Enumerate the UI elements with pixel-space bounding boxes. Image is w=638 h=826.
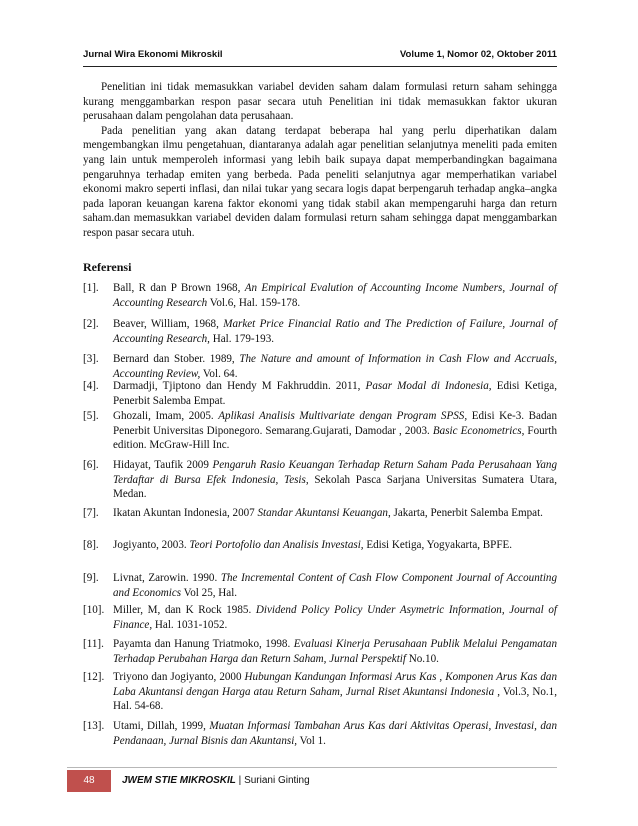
reference-item: [10]. Miller, M, dan K Rock 1985. Dividend Policy Policy Under Asymetric Information, Journal of Finance, Hal. 1031-1052.	[83, 604, 557, 631]
body-text	[83, 80, 557, 241]
footer-journal: JWEM STIE MIKROSKIL	[122, 775, 236, 786]
footer-author: Suriani Ginting	[244, 775, 310, 786]
reference-number: [7].	[83, 507, 99, 519]
reference-number: [9].	[83, 572, 99, 584]
header-journal-title: Jurnal Wira Ekonomi Mikroskil	[83, 49, 223, 60]
footer-credit	[122, 775, 310, 786]
paragraph-suggestions: Pada penelitian yang akan datang terdapat beberapa hal yang perlu diperhatikan dalam mengembangkan ilmu pengetahuan, diantaranya adalah agar penelitian selanjutnya meneliti pada emiten yang lain untuk memperoleh informasi yang lebih baik supaya dapat memperbandingkan bagaimana pengaruhnya terhadap emiten yang berbeda. Pada peneliti selanjutnya agar memperhatikan variabel ekonomi makro seperti inflasi, dan nilai tukar yang secara logis dapat berpengaruh terhadap angka–angka pada laporan keuangan karena faktor ekonomi yang tidak stabil akan mempengaruhi harga dan return saham.dan memasukkan variabel deviden dalam formulasi return saham sehingga dapat menggambarkan respon pasar secara utuh.	[83, 124, 557, 239]
header-divider	[83, 66, 557, 67]
reference-item: [1]. Ball, R dan P Brown 1968, An Empirical Evalution of Accounting Income Numbers, Journal of Accounting Research Vol.6, Hal. 159-178.	[83, 282, 557, 309]
reference-item: [6]. Hidayat, Taufik 2009 Pengaruh Rasio Keuangan Terhadap Return Saham Pada Perusahaan Yang Terdaftar di Bursa Efek Indonesia, Tesis, Sekolah Pasca Sarjana Universitas Sumatera Utara, Medan.	[83, 459, 557, 501]
footer-separator: |	[235, 775, 245, 786]
paragraph-limitations: Penelitian ini tidak memasukkan variabel deviden saham dalam formulasi return saham sehingga kurang menggambarkan respon pasar secara utuh Penelitian ini tidak memasukkan faktor ukuran perusahaan dalam pengolahan data perusahaan.	[83, 81, 557, 123]
reference-number: [12].	[83, 671, 105, 683]
reference-number: [1].	[83, 282, 99, 294]
reference-item: [11]. Payamta dan Hanung Triatmoko, 1998. Evaluasi Kinerja Perusahaan Publik Melalui Pengamatan Terhadap Perubahan Harga dan Return Saham, Jurnal Perspektif No.10.	[83, 638, 557, 665]
reference-number: [13].	[83, 720, 105, 732]
reference-item: [12]. Triyono dan Jogiyanto, 2000 Hubungan Kandungan Informasi Arus Kas , Komponen Arus Kas dan Laba Akuntansi dengan Harga atau Return Saham, Jurnal Riset Akuntansi Indonesia , Vol.3, No.1, Hal. 54-68.	[83, 671, 557, 713]
reference-number: [5].	[83, 410, 99, 422]
reference-item: [3]. Bernard dan Stober. 1989, The Nature and amount of Information in Cash Flow and Accruals, Accounting Review, Vol. 64.	[83, 353, 557, 380]
header-volume-info: Volume 1, Nomor 02, Oktober 2011	[399, 49, 557, 60]
reference-number: [3].	[83, 353, 99, 365]
reference-number: [11].	[83, 638, 104, 650]
reference-number: [4].	[83, 380, 99, 392]
page-number-badge: 48	[67, 770, 111, 792]
reference-item: [5]. Ghozali, Imam, 2005. Aplikasi Analisis Multivariate dengan Program SPSS, Edisi Ke-3. Badan Penerbit Universitas Diponegoro. Semarang.Gujarati, Damodar , 2003. Basic Econometrics, Fourth edition. McGraw-Hill Inc.	[83, 410, 558, 452]
footer-divider	[67, 767, 557, 768]
reference-number: [10].	[83, 604, 105, 616]
reference-item: [7]. Ikatan Akuntan Indonesia, 2007 Standar Akuntansi Keuangan, Jakarta, Penerbit Salemba Empat.	[83, 507, 543, 519]
reference-item: [2]. Beaver, William, 1968, Market Price Financial Ratio and The Prediction of Failure, Journal of Accounting Research, Hal. 179-193.	[83, 318, 557, 345]
reference-item: [8]. Jogiyanto, 2003. Teori Portofolio dan Analisis Investasi, Edisi Ketiga, Yogyakarta, BPFE.	[83, 539, 513, 551]
reference-item: [9]. Livnat, Zarowin. 1990. The Incremental Content of Cash Flow Component Journal of Accounting and Economics Vol 25, Hal.	[83, 572, 558, 599]
reference-item: [4]. Darmadji, Tjiptono dan Hendy M Fakhruddin. 2011, Pasar Modal di Indonesia, Edisi Ketiga, Penerbit Salemba Empat.	[83, 380, 557, 407]
reference-number: [6].	[83, 459, 99, 471]
reference-item: [13]. Utami, Dillah, 1999, Muatan Informasi Tambahan Arus Kas dari Aktivitas Operasi, Investasi, dan Pendanaan, Jurnal Bisnis dan Akuntansi, Vol 1.	[83, 720, 557, 747]
reference-number: [2].	[83, 318, 99, 330]
running-header	[83, 49, 557, 63]
reference-number: [8].	[83, 539, 99, 551]
references-heading: Referensi	[83, 260, 132, 274]
